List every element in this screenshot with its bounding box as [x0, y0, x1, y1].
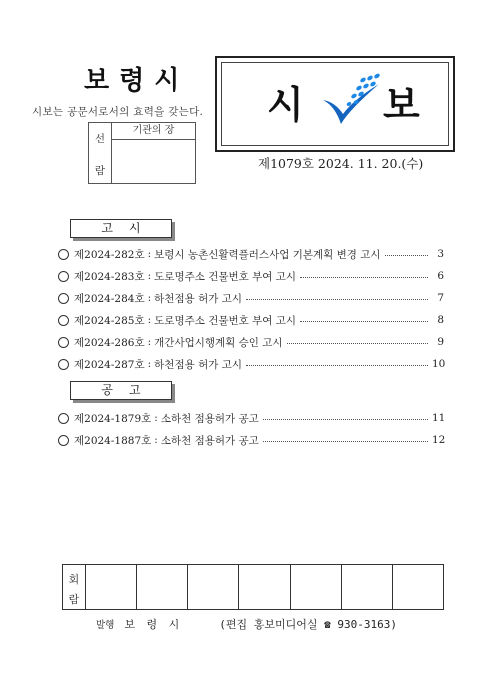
signature-cell	[86, 565, 137, 609]
notice-title: 개간사업시행계획 승인 고시	[154, 336, 283, 349]
notice-item-5[interactable]: 제2024-286호 : 개간사업시행계획 승인 고시 9	[58, 334, 444, 350]
notice-page: 9	[437, 336, 444, 348]
leader-dots	[263, 441, 428, 442]
review-signature-table	[62, 564, 444, 610]
edit-info: (편집 홍보미디어실 ☎ 930-3163)	[219, 618, 397, 631]
circle-bullet-icon	[58, 359, 69, 370]
announcement-title: 소하천 점용허가 공고	[160, 434, 259, 447]
announcement-page: 11	[432, 412, 446, 424]
seonram-char-1: 선	[94, 133, 106, 145]
signature-cell	[188, 565, 239, 609]
circle-bullet-icon	[58, 435, 69, 446]
notice-page: 8	[437, 314, 444, 326]
circle-bullet-icon	[58, 249, 69, 260]
announcement-number: 제2024-1887호	[74, 434, 152, 447]
leader-dots	[246, 299, 428, 300]
notices-section-header: 고시	[70, 219, 172, 238]
notice-page: 3	[437, 248, 444, 260]
circle-bullet-icon	[58, 337, 69, 348]
notice-number: 제2024-283호	[74, 270, 145, 283]
legal-note: 시보는 공문서로서의 효력을 갖는다.	[32, 106, 204, 118]
bulletin-title-box	[215, 56, 455, 152]
notice-title: 하천점용 허가 고시	[154, 292, 242, 305]
agency-head-label: 기관의 장	[112, 123, 195, 140]
notice-number: 제2024-285호	[74, 314, 145, 327]
notice-number: 제2024-282호	[74, 248, 145, 261]
footer	[96, 616, 397, 632]
issue-number-date: 제1079호 2024. 11. 20.(수)	[258, 156, 424, 171]
announcement-item-1[interactable]: 제2024-1879호 : 소하천 점용허가 공고 11	[58, 410, 444, 426]
notice-page: 6	[437, 270, 444, 282]
notice-item-1[interactable]: 제2024-282호 : 보령시 농촌신활력플러스사업 기본계획 변경 고시 3	[58, 246, 444, 262]
notice-title: 도로명주소 건물번호 부여 고시	[154, 270, 297, 283]
notice-number: 제2024-287호	[74, 358, 145, 371]
seonram-label	[89, 123, 112, 183]
notice-title: 도로명주소 건물번호 부여 고시	[154, 314, 297, 327]
leader-dots	[385, 255, 428, 256]
notice-number: 제2024-286호	[74, 336, 145, 349]
announcements-section-header: 공고	[70, 381, 172, 400]
publish-label: 발행	[96, 620, 115, 631]
notice-item-6[interactable]: 제2024-287호 : 하천점용 허가 고시 10	[58, 356, 444, 372]
seonram-char-2: 람	[94, 165, 106, 177]
announcement-number: 제2024-1879호	[74, 412, 152, 425]
announcement-item-2[interactable]: 제2024-1887호 : 소하천 점용허가 공고 12	[58, 432, 444, 448]
review-char-2: 람	[68, 593, 80, 606]
notice-title: 하천점용 허가 고시	[154, 358, 242, 371]
notice-item-3[interactable]: 제2024-284호 : 하천점용 허가 고시 7	[58, 290, 444, 306]
leader-dots	[263, 419, 428, 420]
notice-title: 보령시 농촌신활력플러스사업 기본계획 변경 고시	[154, 248, 381, 261]
notice-item-2[interactable]: 제2024-283호 : 도로명주소 건물번호 부여 고시 6	[58, 268, 444, 284]
publisher: 보 령 시	[124, 618, 184, 631]
leader-dots	[246, 365, 428, 366]
review-char-1: 회	[68, 573, 80, 586]
city-name: 보령시	[84, 66, 190, 96]
bulletin-char-2: 보	[383, 83, 420, 127]
announcement-title: 소하천 점용허가 공고	[160, 412, 259, 425]
seonram-box	[88, 122, 196, 184]
circle-bullet-icon	[58, 315, 69, 326]
bulletin-char-1: 시	[267, 83, 304, 127]
circle-bullet-icon	[58, 271, 69, 282]
bird-feather-emblem-icon	[319, 70, 383, 134]
review-label	[63, 565, 86, 609]
leader-dots	[300, 321, 428, 322]
circle-bullet-icon	[58, 293, 69, 304]
signature-cell	[393, 565, 443, 609]
signature-cell	[342, 565, 393, 609]
signature-cell	[291, 565, 342, 609]
notice-page: 7	[437, 292, 444, 304]
circle-bullet-icon	[58, 413, 69, 424]
signature-cell	[137, 565, 188, 609]
notice-item-4[interactable]: 제2024-285호 : 도로명주소 건물번호 부여 고시 8	[58, 312, 444, 328]
leader-dots	[287, 343, 428, 344]
notice-page: 10	[432, 358, 446, 370]
leader-dots	[300, 277, 428, 278]
signature-cell	[239, 565, 290, 609]
notice-number: 제2024-284호	[74, 292, 145, 305]
announcement-page: 12	[432, 434, 446, 446]
